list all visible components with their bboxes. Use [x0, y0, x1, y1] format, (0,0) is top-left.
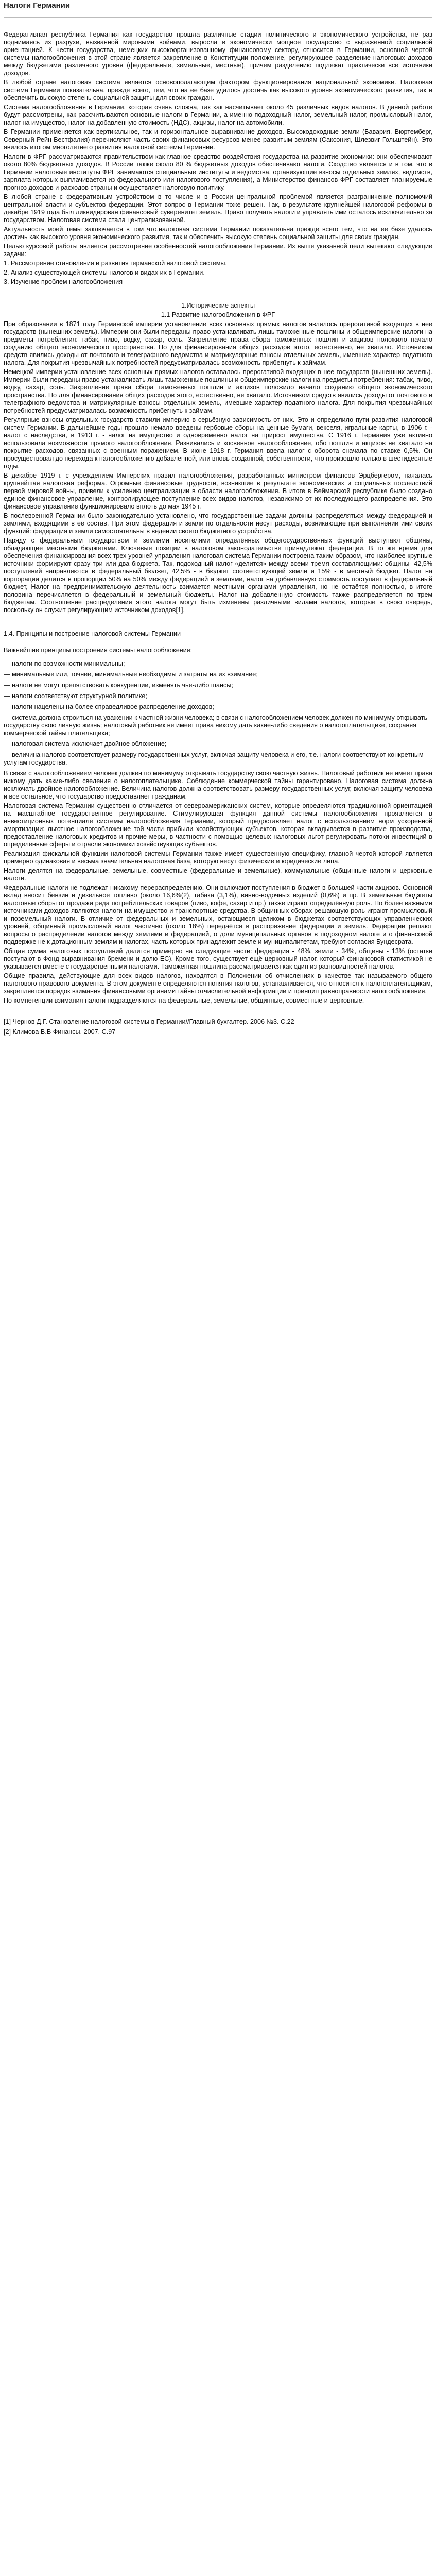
principles-intro: Важнейшие принципы построения системы налогообложения:: [4, 647, 193, 654]
task-item: 3. Изучение проблем налогообложения: [4, 278, 123, 285]
paragraph: В Германии применяется как вертикальное, так и горизонтальное выравнивание доходов. Высокодоходные земли (Бавария, Вюртемберг, Северный Рейн-Вестфалия) перечисляют часть своих финансовых ресурсов менее развитым землям (Саксония, Шлезвиг-Гольштейн). Это явилось итогом многолетнего развития налоговой системы Германии.: [4, 128, 432, 151]
list-item: — налоги не могут препятствовать конкуренции, изменять чье-либо шансы;: [4, 682, 233, 689]
paragraph: Общие правила, действующие для всех видов налогов, находятся в Положении об отчислениях в качестве так называемого общего налогового правового документа. В этом документе определяются понятия налогов, устанавливается, что относится к налогоплательщикам, закрепляется порядок взимания финансовыми органами тайны отчислительной информации и принцип равноправности налогообложения.: [4, 972, 432, 995]
task-item: 1. Рассмотрение становления и развития германской налоговой системы.: [4, 260, 227, 267]
paragraph: В любой стране с федеративным устройством в то числе и в России центральной проблемой является разграничение полномочий центральной власти и субъектов федерации. Этот вопрос в Германии тоже решен. Так, в результате крупнейшей налоговой реформы в декабре 1919 года был ликвидирован финансовый суверенитет земель. Право получать налоги и управлять ими осталось исключительно за государством. Налоговая система стала централизованной.: [4, 193, 432, 224]
intro-section: [4, 31, 432, 286]
list-item: — величина налогов соответствует размеру государственных услуг, включая защиту человека и его, т.е. налоги соответствуют конкретным услугам государства.: [4, 751, 424, 766]
paragraph: Реализация фискальной функции налоговой системы Германии также имеет существенную специфику, главной чертой которой является примерно одинаковая и весьма значительная налоговая база, которую несут физические и юридические лица.: [4, 850, 432, 865]
list-item: — налоговая система исключает двойное обложение;: [4, 740, 167, 748]
list-item: — система должна строиться на уважении к частной жизни человека; в связи с налогообложением человек должен по минимуму открывать государству свою личную жизнь; налоговый работник не имеет права никому дать какие-либо сведения о налогоплательщике, сохраняя коммерческой тайны плательщика;: [4, 714, 428, 737]
subsection-heading: 1.1 Развитие налогообложения в ФРГ: [161, 311, 275, 318]
paragraph: В любой стране налоговая система является основополагающим фактором функционирования национальной экономики. Налоговая система Германии показательна, прежде всего, тем, что на ее базе удалось достичь как высокого уровня экономического развития, так и обеспечить высокую степень социальной защиты для своих граждан.: [4, 79, 432, 101]
title-divider: [4, 17, 432, 18]
list-item: — минимальные или, точнее, минимальные необходимы и затраты на их взимание;: [4, 671, 258, 678]
paragraph: Система налогообложения в Германии, которая очень сложна, так как насчитывает около 45 различных видов налогов. В данной работе будут рассмотрены, как рассчитываются основные налоги в Германии, а именно подоходный налог, земельный налог, промысловый налог, налог на имущество, налог на добавленную стоимость (НДС), акцизы, налог на автомобили.: [4, 104, 432, 126]
list-item: — налоги по возможности минимальны;: [4, 660, 125, 667]
list-item: — налоги нацелены на более справедливое распределение доходов;: [4, 703, 214, 710]
section-heading: 1.4. Принципы и построение налоговой системы Германии: [4, 630, 181, 637]
paragraph: Федеративная республика Германия как государство прошла различные стадии политического и экономического устройства, не раз поднимаясь из разрухи, вызванной мировыми войнами, выросла в экономически мощное государство с выраженной социальной ориентацией. К чести государства, немецких высокоорганизованному финансовому сектору, относится в Германии, основной чертой системы налогообложения в этой стране является закрепление в Конституции положение, регулирующее разделение налоговых доходов между бюджетами различного уровня (федеральные, земельные, местные), причем разделению подлежат практически все источники доходов.: [4, 31, 432, 77]
list-item: — налоги соответствуют структурной политике;: [4, 692, 147, 700]
paragraph: Целью курсовой работы является рассмотрение особенностей налогообложения Германии. Из выше указанной цели вытекают следующие задачи:: [4, 243, 432, 258]
footnote: [2] Климова В.В Финансы. 2007. С.97: [4, 1028, 116, 1036]
paragraph: Немецкой империи установление всех основных прямых налогов оставалось прерогативой входящих в нее государств (нынешних земель). Империи были переданы право устанавливать лишь таможенные пошлины и общеимперские налоги на предметы потребления: табак, пиво, водку, сахар, соль. Закрепление права сбора таможенных пошлин и акцизов положило начало созданию общего экономического пространства. Но для финансирования общих расходов этого, естественно, не хватало. Источником средств явились доходы от почтового и телеграфного ведомства и матрикулярные взносы отдельных земель, имевшие характер податного налога. Для покрытия чрезвычайных потребностей предусматривалась возможность прибегнуть к займам.: [4, 368, 432, 414]
paragraph: Налоги в ФРГ рассматриваются правительством как главное средство воздействия государства на развитие экономики: они обеспечивают около 80% бюджетных доходов. В России также около 80 % бюджетных доходов обеспечивают налоги. Сходство является и в том, что в Германии налоговые институты ФРГ занимаются специальные институты и ведомства, организующие взносы отдельных землях, ведомств, зарплата которых выплачивается из федерального или налогового поступления), а Министерство финансов ФРГ составляет планируемые прогноз доходов и расходов страны и осуществляет налоговую политику.: [4, 153, 432, 191]
paragraph: При образовании в 1871 году Германской империи установление всех основных прямых налогов являлось прерогативой входящих в нее государств (нынешних земель). Империи они были переданы право устанавливать лишь таможенные пошлины и общеимперские налоги на предметы потребления: табак, пиво, водку, сахар, соль. Закрепление права сбора таможенных пошлин и акцизов положило начало созданию общего экономического пространства. Но для финансирования общих расходов этого, естественно, не хватало. Источником средств явились доходы от почтового и телеграфного ведомства и матрикулярные взносы отдельных земель, имевшие характер податного налога. Для покрытия чрезвычайных потребностей предусматривалась возможность прибегнуть к займам.: [4, 320, 432, 366]
principles-list: [4, 660, 432, 767]
footnotes: [4, 1018, 432, 1036]
paragraph: Федеральные налоги не подлежат никакому перераспределению. Они включают поступления в бюджет в большей части акцизов. Основной вклад вносит бензин и дизельное топливо (около 16,6%(2), табака (3,1%), винно-водочных изделий (0,6%) и пр. В земельные бюджеты налоговые сборы от продажи ряда потребительских товаров (пиво, кофе, сахар и пр.) также играют определённую роль. Но более важными источниками доходов являются налоги на имущество и транспортные средства. В общинных сборах решающую роль играют промысловый и поземельный налоги. В отличие от федеральных и земельных, остающиеся целиком в бюджетах соответствующих управленческих уровней, общинный промысловый налог частично (около 18%) передаётся в распоряжение федерации и земель. Федерации решают вопросы о распределении налогов между землями и федерацией, о доли муниципальных органов в подоходном налоге и о финансовой поддержке не к дотационным землям и налогах, часть которых принадлежит земле и муниципалитетам, требуют согласия Бундесрата.: [4, 884, 432, 945]
paragraph: Регулярные взносы отдельных государств ставили империю в серьёзную зависимость от них. Это и определило пути развития налоговой систем Германии. В дальнейшие годы прошло немало введены гербовые сборы на ценные бумаги, векселя, игральные карты, в 1906 г. - налог с наследства, в 1913 г. - налог на имущество и одновременно налог на прирост имущества. С 1916 г. Германия уже активно использовала возможности прямого налогообложения. Развивались и косвенное налогообложение, обо пошлин и акцизов не хватало на покрытие расходов, связанных с военным поражением. В июне 1918 г. Германия ввела налог с оборота сначала по ставке 0,5%. Он просуществовал до перехода к налогообложению добавленной, или вновь созданной, собственности, что произошло только в шестидесятые годы.: [4, 416, 432, 470]
paragraph: Актуальность моей темы заключается в том что,налоговая система Германии показательна прежде всего тем, что на ее базе удалось достичь как высокого уровня экономического развития, так и обеспечить высокую степень социальной защиты для своих граждан.: [4, 226, 432, 241]
paragraph: Налоговая система Германии существенно отличается от североамериканских систем, которые определяются традиционной ориентацией на масштабное государственное регулирование. Стимулирующая функция данной системы налогообложения проявляется в инвестиционных потенциале системы налогообложения Германии, который предоставляет налог с использованием норм ускоренной амортизации: льготное налогообложение той части прибыли хозяйствующих субъектов, которая вкладывается в развитие производства, предоставление налоговых кредитов и прочие меры, в частности с помощью целевых налоговых льгот регулировать потоки инвестиций в определённые сферы и отрасли экономики хозяйствующих субъектов.: [4, 802, 432, 848]
paragraph: В декабре 1919 г. с учреждением Имперских правил налогообложения, разработанных министром финансов Эрцбергером, началась крупнейшая налоговая реформа. Огромные финансовые трудности, возникшие в результате экономических и социальных последствий первой мировой войны, привели к усилению централизации в области налогообложения. В итоге в Веймарской республике было создано единое финансовое управление, контролирующее поступление всех видов налогов, независимо от их последующего распределения. Это финансовое управление функционировало вплоть до мая 1945 г.: [4, 472, 432, 510]
paragraph: Наряду с федеральным государством и землями носителями определённых общегосударственных функций выступают общины, обладающие местными бюджетами. Ключевые позиции в налоговом законодательстве принадлежат федерации. В то же время для обеспечения финансирования всех трех уровней управления налоговая система Германии построена таким образом, что наиболее крупные источники формируют сразу три или два бюджета. Так, подоходный налог «делится» между всеми тремя составляющими: общины- 42,5% поступлений направляются в федеральный бюджет, 42,5% - в бюджет соответствующей земли и 15% - в местный бюджет. Налог на корпорации делится в пропорции 50% на 50% между федерацией и землями, налог на добавленную стоимость поступает в федеральный бюджет, Налог на предпринимательскую деятельность взимается местными органами управления, но не остаётся полностью, в итоге половина перечисляется в федеральный и земельный бюджеты. Налог на добавленную стоимость также распределяется по трем бюджетам. Соотношение распределения этого налога могут быть изменены различными видами налогов, которые в свою очередь, поскольку он служит регулирующим источником доходов[1].: [4, 537, 432, 614]
paragraph: В связи с налогообложением человек должен по минимуму открывать государству свою частную жизнь. Налоговый работник не имеет права никому дать какие-либо сведения о налогоплательщике. Соблюдение коммерческой тайны гарантировано. Налоговая система должна исключать двойное налогообложение. Величина налогов должна соответствовать размеру государственных услуг, включая защиту человека и все остальное, что государство предоставляет гражданам.: [4, 770, 432, 800]
paragraph: По компетенции взимания налоги подразделяются на федеральные, земельные, общинные, совместные и церковные.: [4, 997, 364, 1004]
task-item: 2. Анализ существующей системы налогов и видах их в Германии.: [4, 269, 205, 276]
page-title: Налоги Германии: [4, 1, 71, 10]
paragraph: Налоги делятся на федеральные, земельные, совместные (федеральные и земельные), коммунальные (общинные налоги и церковные налоги.: [4, 867, 432, 882]
footnote: [1] Чернов Д.Г. Становление налоговой системы в Германии//Главный бухгалтер. 2006 №3. С.22: [4, 1018, 294, 1025]
section-heading: 1.Исторические аспекты: [181, 302, 255, 309]
principles-section: [4, 630, 432, 1005]
paragraph: Общая сумма налоговых поступлений делится примерно на следующие части: федерация - 48%, земли - 34%, общины - 13% (остатки поступают в Фонд выравнивания бремени и долю ЕС). Кроме того, существует ещё церковный налог, который финансовой статистикой не указывается вместе с государственными налогами. Таможенная пошлина рассматривается как один из разновидностей налогов.: [4, 947, 432, 970]
paragraph: В послевоенной Германии было законодательно установлено, что государственные задачи должны распределяться между федерацией и землями, входящими в её состав. При этом федерация и земли по отдельности несут расходы, возникающие при выполнении ими своих функций: федерация и земли самостоятельны в ведении своего бюджетного устройства.: [4, 512, 432, 535]
history-section: [4, 302, 432, 614]
